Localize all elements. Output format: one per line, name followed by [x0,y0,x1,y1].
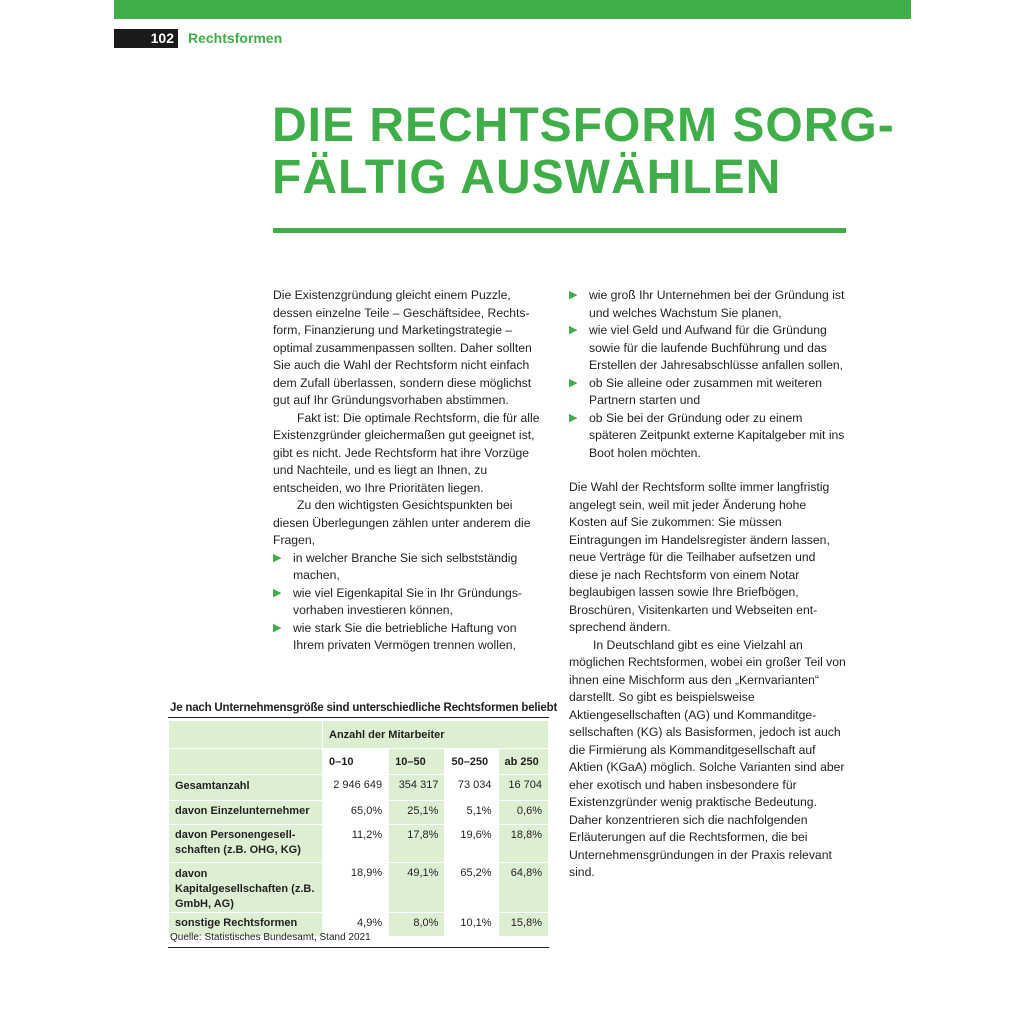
title-line-2: FÄLTIG AUSWÄHLEN [272,151,782,204]
table-top-rule [168,717,549,718]
bullet-item: ▶ ob Sie bei der Gründung oder zu einem späteren Zeitpunkt externe Kapitalgeber mit ins Boot holen möchten. [569,410,847,463]
table-cell: 8,0% [389,913,445,937]
table-cell: 18,8% [498,825,548,863]
table-cell: 49,1% [389,863,445,913]
table-row [169,825,549,863]
row-label: davon Personengesellschaften (z.B. OHG, KG) [169,825,323,863]
column-header: ab 250 [498,749,548,775]
section-title: Rechtsformen [188,30,283,46]
paragraph: In Deutschland gibt es eine Vielzahl an möglichen Rechtsformen, wobei ein großer Teil von ihnen eine Mischform aus den „Kernvarianten“ darstellt. So gibt es beispielsweise Aktiengesellschaften (AG) und Kommanditgesellschaften (KG) als Basisformen, jedoch ist auch die Firmierung als Kommanditgesellschaft auf Aktien (KGaA) möglich. Solche Varianten sind aber eher exotisch und haben insbesondere für Existenzgründer wenig praktische Bedeutung. Daher konzentrieren sich die nachfolgenden Erläuterungen auf die Rechtsformen, die bei Unternehmensgründungen in der Praxis relevant sind. [569,637,846,879]
bullet-item: ▶ wie groß Ihr Unternehmen bei der Gründung ist und welches Wachstum Sie planen, [569,287,847,322]
row-label: davon Kapitalgesellschaften (z.B. GmbH, AG) [169,863,323,913]
paragraph: Die Existenzgründung gleicht einem Puzzle, dessen einzelne Teile – Geschäftsidee, Rechtsform, Finanzierung und Marketingstrategie – optimal zusammenpassen sollten. Daher sollten Sie auch die Wahl der Rechtsform nicht einfach dem Zufall überlassen, sondern diese möglichst gut auf Ihr Gründungsvorhaben abstimmen. [273,288,532,407]
table-source: Quelle: Statistisches Bundesamt, Stand 2021 [170,932,371,943]
title-line-1: DIE RECHTSFORM SORG- [272,99,895,152]
table-group-header-row [169,721,549,749]
table-row [169,801,549,825]
paragraph: Fakt ist: Die optimale Rechtsform, die für alle Existenzgründer gleichermaßen gut geeignet ist, gibt es nicht. Jede Rechtsform hat ihre Vorzüge und Nachteile, und es liegt an Ihnen, zu entscheiden, wo Ihre Prioritäten liegen. [273,410,540,495]
table-cell: 19,6% [445,825,498,863]
bullet-list [569,287,847,462]
left-text-column [273,287,545,655]
bullet-item: ▶ wie viel Eigenkapital Sie in Ihr Gründungsvorhaben investieren können, [273,585,545,620]
table-cell: 18,9% [323,863,389,913]
table-bottom-rule [168,947,549,948]
row-label: davon Einzelunternehmer [169,801,323,825]
group-header: Anzahl der Mitarbeiter [323,721,549,749]
table-header-row [169,749,549,775]
top-color-bar [114,0,911,19]
paragraph: Zu den wichtigsten Gesichtspunkten bei diesen Überlegungen zählen unter anderem die Fragen, [273,498,531,547]
table-cell: 0,6% [498,801,548,825]
table-cell: 17,8% [389,825,445,863]
page-title [272,100,895,204]
column-header: 10–50 [389,749,445,775]
table-cell: 11,2% [323,825,389,863]
bullet-item: ▶ in welcher Branche Sie sich selbstständig machen, [273,550,545,585]
table-cell: 65,2% [445,863,498,913]
table-cell: 354 317 [389,775,445,801]
bullet-item: ▶ ob Sie alleine oder zusammen mit weiteren Partnern starten und [569,375,847,410]
title-rule [273,228,846,233]
right-text-column [569,287,847,882]
bullet-list [273,550,545,655]
table-cell: 73 034 [445,775,498,801]
table-cell: 4,9% [323,913,389,937]
column-header: 50–250 [445,749,498,775]
table-cell: 2 946 649 [323,775,389,801]
table-cell: 10,1% [445,913,498,937]
table-row [169,775,549,801]
bullet-item: ▶ wie viel Geld und Aufwand für die Gründung sowie für die laufende Buchführung und das Erstellen der Jahresabschlüsse anfallen sollen, [569,322,847,375]
table-cell: 65,0% [323,801,389,825]
paragraph: Die Wahl der Rechtsform sollte immer langfristig angelegt sein, weil mit jeder Änderung hohe Kosten auf Sie zukommen: Sie müssen Eintragungen im Handelsregister ändern lassen, neue Verträge für die Teilhaber aufsetzen und diese je nach Rechtsform von einem Notar beglaubigen lassen sowie Ihre Briefbögen, Broschüren, Visitenkarten und Webseiten entsprechend ändern. [569,480,830,634]
page-number: 102 [114,29,178,48]
row-label: sonstige Rechtsformen [169,913,323,937]
bullet-item: ▶ wie stark Sie die betriebliche Haftung von Ihrem privaten Vermögen trennen wollen, [273,620,545,655]
table-cell: 16 704 [498,775,548,801]
column-header: 0–10 [323,749,389,775]
table-row [169,863,549,913]
table-cell: 64,8% [498,863,548,913]
table-cell: 5,1% [445,801,498,825]
row-label: Gesamtanzahl [169,775,323,801]
legal-forms-table [168,720,549,937]
table-cell: 25,1% [389,801,445,825]
table-caption: Je nach Unternehmensgröße sind unterschiedliche Rechtsformen beliebt [170,702,558,714]
table-cell: 15,8% [498,913,548,937]
